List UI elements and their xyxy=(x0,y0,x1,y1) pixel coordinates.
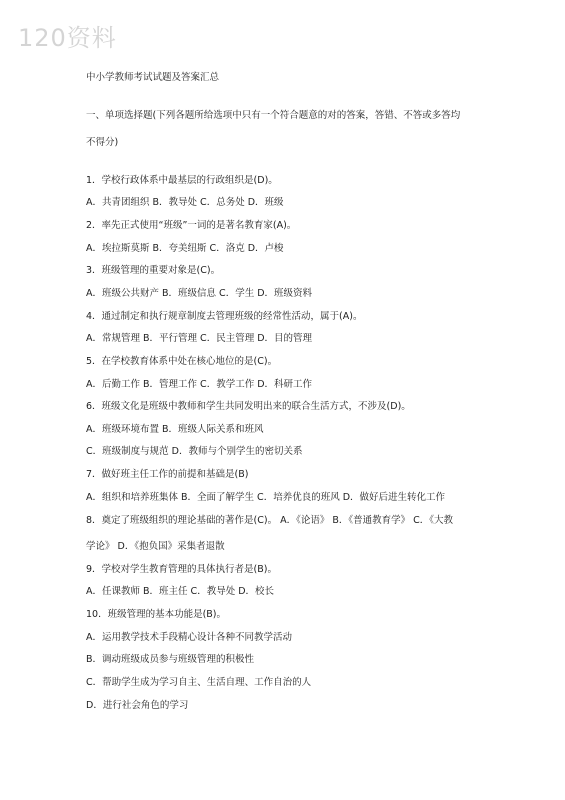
question-line: 1．学校行政体系中最基层的行政组织是(D)。 xyxy=(86,175,278,186)
section-heading: 一、单项选择题(下列各题所给选项中只有一个符合题意的对的答案，答错、不答或多答均 xyxy=(86,110,461,121)
options-line: A．任课教师 B．班主任 C．教导处 D．校长 xyxy=(86,586,275,597)
options-line: A．运用教学技术手段精心设计各种不同教学活动 xyxy=(86,632,292,643)
question-line: 2．率先正式使用“班级”一词的是著名教育家(A)。 xyxy=(86,220,297,231)
question-line: 5．在学校教育体系中处在核心地位的是(C)。 xyxy=(86,356,278,367)
question-line: 3．班级管理的重要对象是(C)。 xyxy=(86,265,221,276)
options-line: A．埃拉斯莫斯 B．夸美纽斯 C．洛克 D．卢梭 xyxy=(86,243,284,254)
options-line: A．班级公共财产 B．班级信息 C．学生 D．班级资料 xyxy=(86,288,313,299)
options-line: D．进行社会角色的学习 xyxy=(86,700,189,711)
question-line: 8．奠定了班级组织的理论基础的著作是(C)。 A．《论语》 B．《普通教育学》 C．《大教 xyxy=(86,515,454,526)
options-line: A．共青团组织 B．教导处 C．总务处 D．班级 xyxy=(86,197,284,208)
question-line: 9．学校对学生教育管理的具体执行者是(B)。 xyxy=(86,564,277,575)
section-heading-continued: 不得分) xyxy=(86,137,119,148)
question-line: 4．通过制定和执行规章制度去管理班级的经常性活动，属于(A)。 xyxy=(86,311,363,322)
options-line: A．后勤工作 B．管理工作 C．教学工作 D．科研工作 xyxy=(86,379,313,390)
question-line: 10．班级管理的基本功能是(B)。 xyxy=(86,609,227,620)
options-line: A．班级环境布置 B．班级人际关系和班风 xyxy=(86,424,264,435)
options-line: C．帮助学生成为学习自主、生活自理、工作自治的人 xyxy=(86,677,312,688)
options-line: C．班级制度与规范 D．教师与个别学生的密切关系 xyxy=(86,446,303,457)
question-line-continued: 学论》 D．《抱负国》采集者退散 xyxy=(86,541,225,552)
options-line: B．调动班级成员参与班级管理的积极性 xyxy=(86,654,255,665)
question-line: 6．班级文化是班级中教师和学生共同发明出来的联合生活方式，不涉及(D)。 xyxy=(86,401,411,412)
options-line: A．常规管理 B．平行管理 C．民主管理 D．目的管理 xyxy=(86,333,313,344)
watermark-logo: 120资料 xyxy=(18,24,117,52)
options-line: A．组织和培养班集体 B．全面了解学生 C．培养优良的班风 D．做好后进生转化工作 xyxy=(86,492,446,503)
question-line: 7．做好班主任工作的前提和基础是(B) xyxy=(86,469,249,480)
document-title: 中小学教师考试试题及答案汇总 xyxy=(86,72,220,83)
